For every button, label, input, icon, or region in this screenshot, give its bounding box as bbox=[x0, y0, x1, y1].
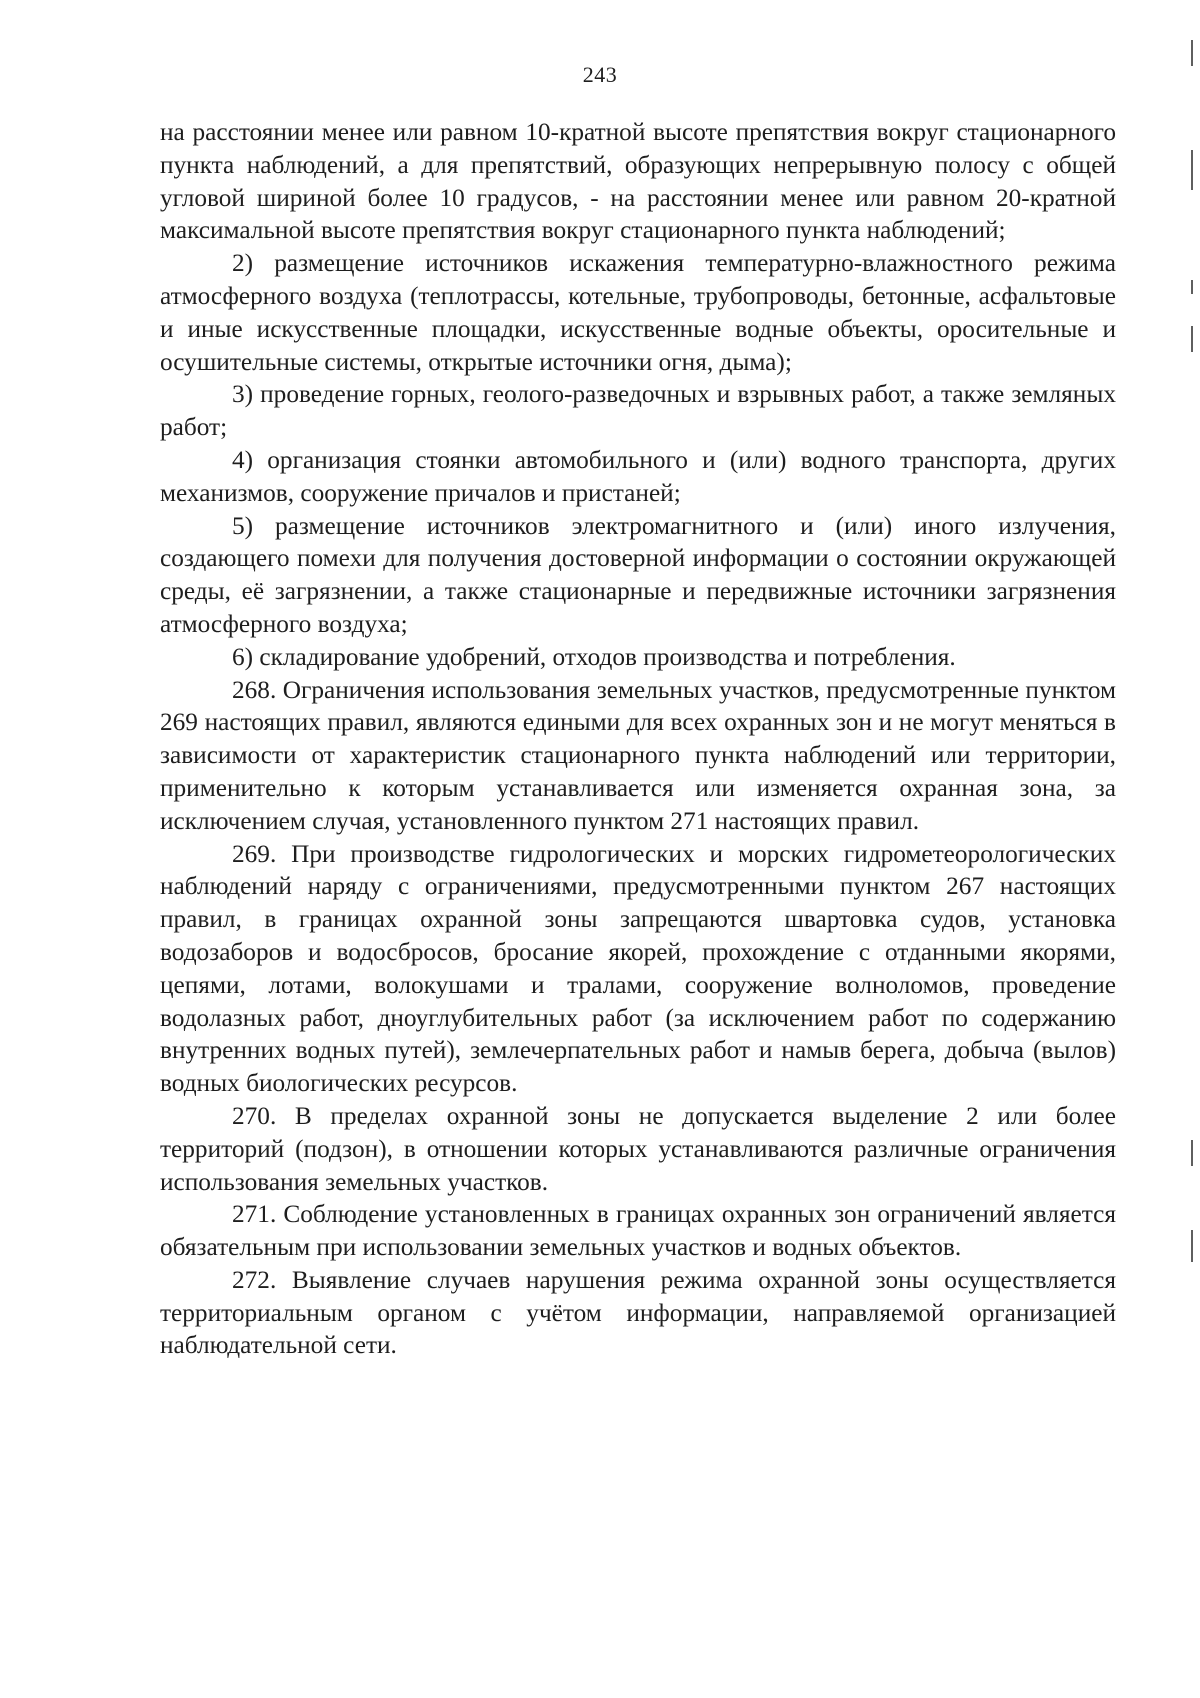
list-item-4: 4) организация стоянки автомобильного и (или) водного транспорта, других механизмов, сооружение причалов и пристаней; bbox=[160, 445, 1116, 507]
scan-edge-marks bbox=[1188, 0, 1200, 1698]
list-item-2: 2) размещение источников искажения температурно-влажностного режима атмосферного воздуха (теплотрассы, котельные, трубопроводы, бетонные, асфальтовые и иные искусственные площадки, искусственные водные объекты, оросительные и осушительные системы, открытые источники огня, дыма); bbox=[160, 249, 1116, 376]
scan-mark bbox=[1191, 1230, 1193, 1262]
clause-270: 270. В пределах охранной зоны не допускается выделение 2 или более территорий (подзон), в отношении которых устанавливаются различные ограничения использования земельных участков. bbox=[160, 1101, 1116, 1196]
list-item-5: 5) размещение источников электромагнитного и (или) иного излучения, создающего помехи для получения достоверной информации о состоянии окружающей среды, её загрязнении, а также стационарные и передвижные источники загрязнения атмосферного воздуха; bbox=[160, 511, 1116, 638]
list-item-6: 6) складирование удобрений, отходов производства и потребления. bbox=[232, 642, 956, 671]
clause-271: 271. Соблюдение установленных в границах охранных зон ограничений является обязательным при использовании земельных участков и водных объектов. bbox=[160, 1200, 1116, 1262]
page-number: 243 bbox=[582, 62, 618, 87]
paragraph-continuation: на расстоянии менее или равном 10-кратной высоте препятствия вокруг стационарного пункта наблюдений, а для препятствий, образующих непрерывную полосу с общей угловой шириной более 10 градусов, - на расстоянии менее или равном 20-кратной максимальной высоте препятствия вокруг стационарного пункта наблюдений; bbox=[160, 118, 1116, 245]
clause-268: 268. Ограничения использования земельных участков, предусмотренные пунктом 269 настоящих правил, являются едиными для всех охранных зон и не могут меняться в зависимости от характеристик стационарного пункта наблюдений или территории, применительно к которым устанавливается или изменяется охранная зона, за исключением случая, установленного пунктом 271 настоящих правил. bbox=[160, 675, 1116, 835]
scan-mark bbox=[1191, 40, 1193, 66]
scan-mark bbox=[1191, 150, 1193, 190]
scan-mark bbox=[1191, 326, 1193, 352]
document-body bbox=[160, 116, 1116, 1362]
clause-272: 272. Выявление случаев нарушения режима охранной зоны осуществляется территориальным органом с учётом информации, направляемой организацией наблюдательной сети. bbox=[160, 1265, 1116, 1360]
list-item-3: 3) проведение горных, геолого-разведочных и взрывных работ, а также земляных работ; bbox=[160, 380, 1116, 442]
clause-269: 269. При производстве гидрологических и морских гидрометеорологических наблюдений наряду с ограничениями, предусмотренными пунктом 267 настоящих правил, в границах охранной зоны запрещаются швартовка судов, установка водозаборов и водосбросов, бросание якорей, прохождение с отданными якорями, цепями, лотами, волокушами и тралами, сооружение волноломов, проведение водолазных работ, дноуглубительных работ (за исключением работ по содержанию внутренних водных путей), землечерпательных работ и намыв берега, добыча (вылов) водных биологических ресурсов. bbox=[160, 839, 1116, 1098]
scan-mark bbox=[1191, 280, 1193, 294]
scan-mark bbox=[1191, 1140, 1193, 1166]
